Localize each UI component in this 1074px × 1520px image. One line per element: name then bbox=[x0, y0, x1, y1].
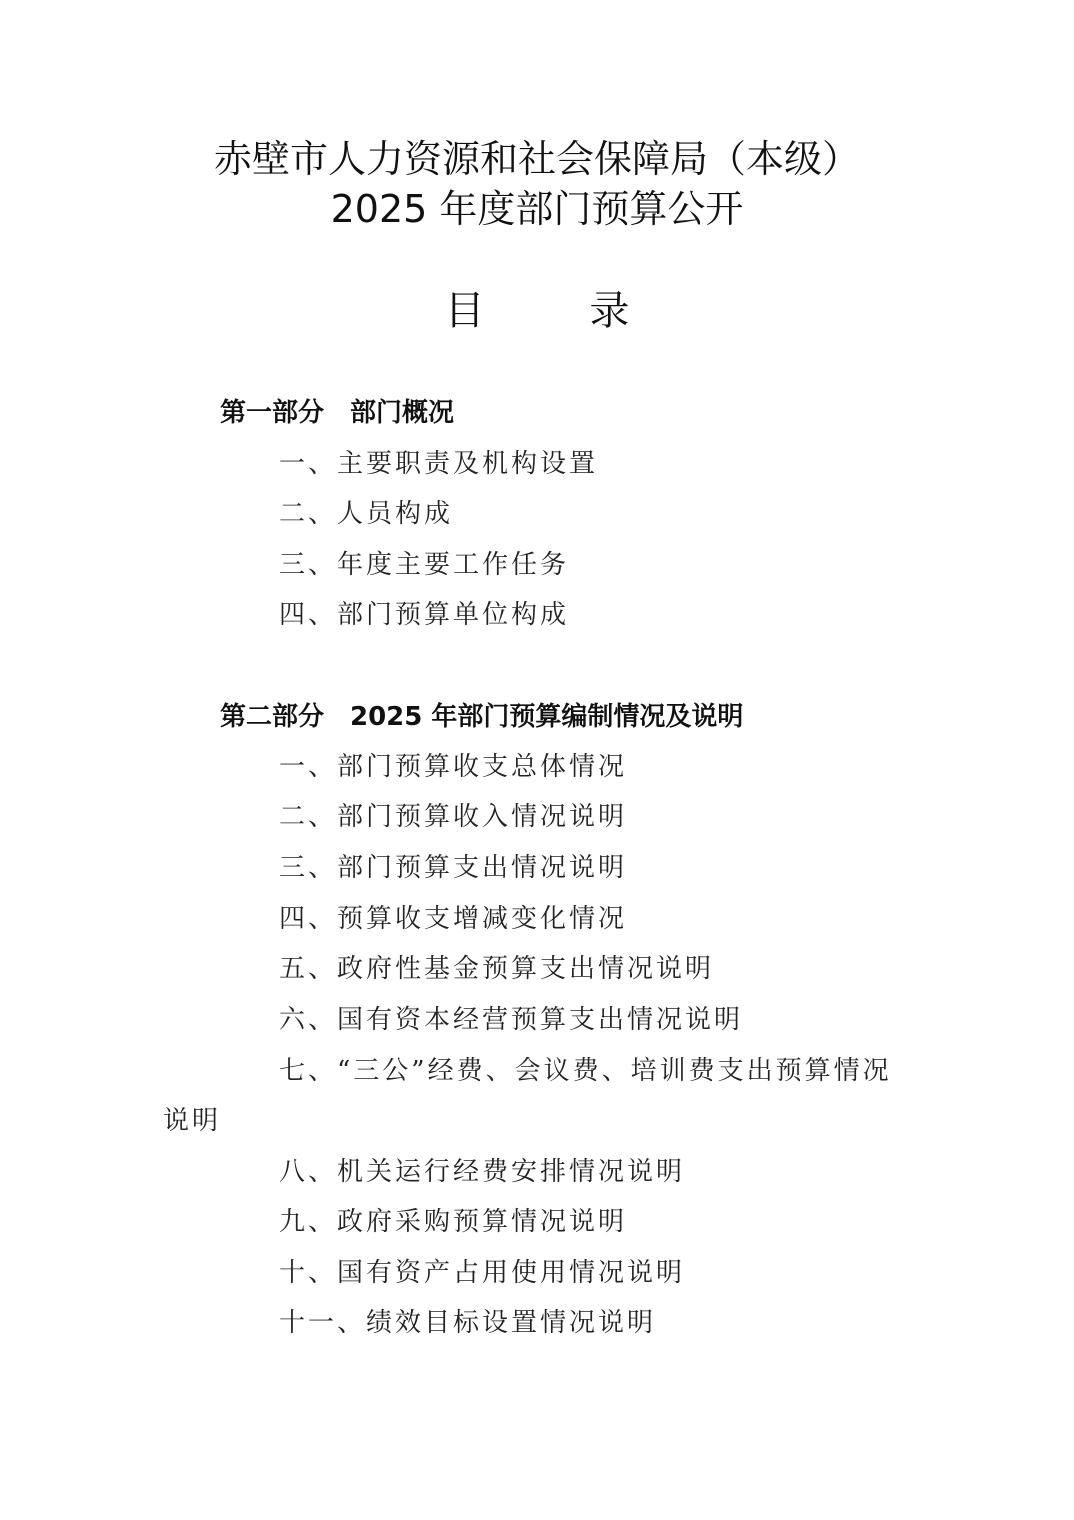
toc-item: 二、人员构成 bbox=[279, 499, 454, 529]
toc-item: 二、部门预算收入情况说明 bbox=[279, 802, 628, 832]
toc-item: 三、年度主要工作任务 bbox=[279, 550, 570, 580]
part2-heading: 第二部分 2025 年部门预算编制情况及说明 bbox=[220, 702, 744, 732]
toc-item: 一、部门预算收支总体情况 bbox=[279, 752, 628, 782]
document-title-line-1: 赤壁市人力资源和社会保障局（本级） bbox=[213, 137, 860, 181]
toc-item: 九、政府采购预算情况说明 bbox=[279, 1207, 628, 1237]
toc-item-continuation: 说明 bbox=[163, 1106, 222, 1136]
toc-item: 七、“三公”经费、会议费、培训费支出预算情况 bbox=[279, 1056, 892, 1086]
part1-heading: 第一部分 部门概况 bbox=[220, 398, 455, 428]
toc-item: 四、预算收支增减变化情况 bbox=[279, 904, 628, 934]
toc-heading: 目 录 bbox=[444, 288, 676, 334]
toc-item: 八、机关运行经费安排情况说明 bbox=[279, 1157, 686, 1187]
toc-item: 四、部门预算单位构成 bbox=[279, 600, 570, 630]
toc-item: 十一、绩效目标设置情况说明 bbox=[279, 1308, 657, 1338]
toc-item: 一、主要职责及机构设置 bbox=[279, 449, 599, 479]
toc-item: 五、政府性基金预算支出情况说明 bbox=[279, 954, 715, 984]
toc-item: 六、国有资本经营预算支出情况说明 bbox=[279, 1005, 744, 1035]
toc-item: 三、部门预算支出情况说明 bbox=[279, 853, 628, 883]
document-title-line-2: 2025 年度部门预算公开 bbox=[330, 187, 744, 231]
toc-item: 十、国有资产占用使用情况说明 bbox=[279, 1258, 686, 1288]
